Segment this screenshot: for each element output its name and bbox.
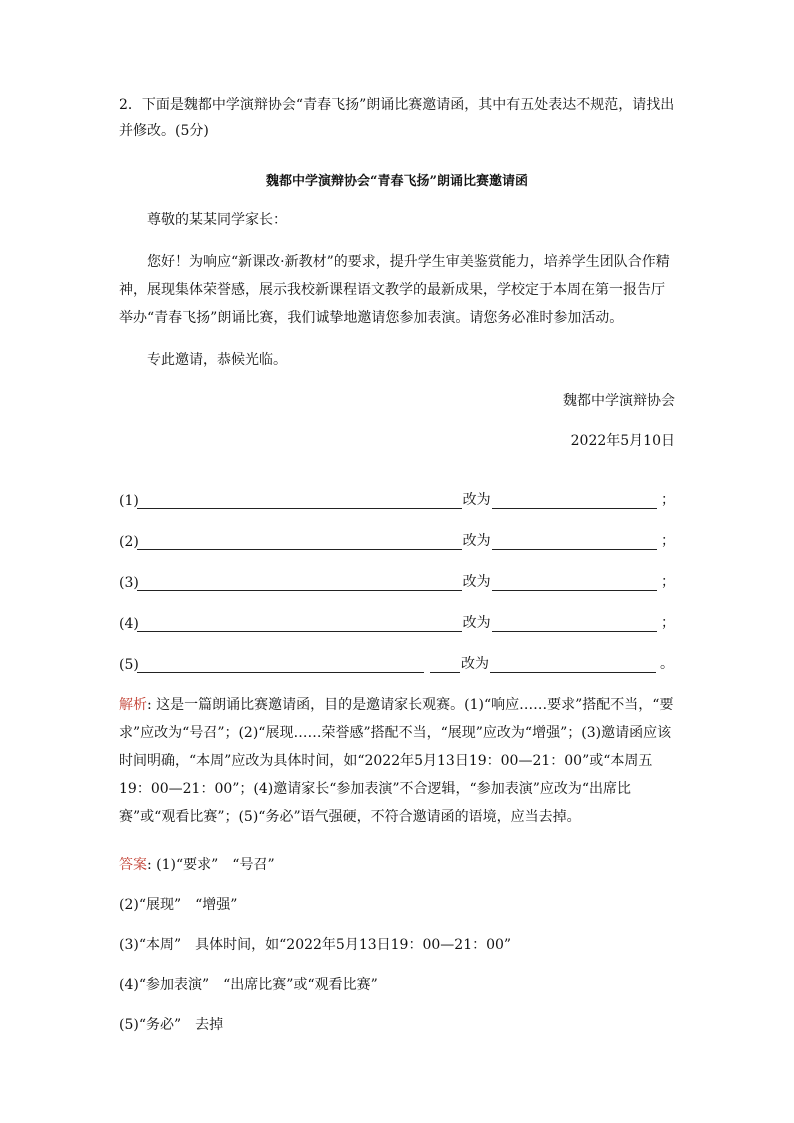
original-blank[interactable] bbox=[137, 490, 462, 509]
analysis-text: : 这是一篇朗诵比赛邀请函，目的是邀请家长观赛。(1)“响应……要求”搭配不当，“要求”应改为“号召”；(2)“展现……荣誉感”搭配不当，“展现”应改为“增强”；(3)邀请函应该时间明确，“本周”应改为具体时间，如“2022年5月13日19：00—21：00”或“本周五19：00—21：00”；(4)邀请家长“参加表演”不合逻辑，“参加表演”应改为“出席比赛”或“观看比赛”；(5)“务必”语气强硬，不符合邀请函的语境，应当去掉。 bbox=[119, 697, 674, 825]
answer-item: (5)“务必” 去掉 bbox=[119, 1017, 224, 1033]
answer-item: (4)“参加表演” “出席比赛”或“观看比赛” bbox=[119, 977, 378, 993]
content bbox=[119, 92, 675, 1045]
letter-greeting: 尊敬的某某同学家长： bbox=[147, 212, 287, 228]
blank-number: (1) bbox=[119, 493, 139, 509]
row-punctuation: 。 bbox=[660, 656, 674, 672]
revision-blank[interactable] bbox=[492, 490, 657, 509]
original-blank-extra[interactable] bbox=[430, 654, 460, 673]
analysis-label: 解析 bbox=[119, 697, 147, 713]
change-to-label: 改为 bbox=[462, 574, 491, 590]
blank-number: (2) bbox=[119, 534, 139, 550]
change-to-label: 改为 bbox=[462, 533, 491, 549]
row-punctuation: ； bbox=[661, 615, 675, 631]
analysis-paragraph bbox=[119, 691, 675, 831]
row-punctuation: ； bbox=[661, 533, 675, 549]
blank-row-4 bbox=[119, 591, 675, 632]
blank-number: (4) bbox=[119, 616, 139, 632]
change-to-label: 改为 bbox=[461, 656, 489, 672]
change-to-label: 改为 bbox=[462, 492, 491, 508]
blank-row-5 bbox=[119, 632, 675, 673]
revision-blank[interactable] bbox=[492, 572, 657, 591]
letter-date: 2022年5月10日 bbox=[570, 433, 675, 449]
answer-label: 答案 bbox=[119, 857, 147, 873]
letter-body: 您好！为响应“新课改·新教材”的要求，提升学生审美鉴赏能力，培养学生团队合作精神，展现集体荣誉感，展示我校新课程语文教学的最新成果，学校定于本周在第一报告厅举办“青春飞扬”朗诵比赛，我们诚挚地邀请您参加表演。请您务必准时参加活动。 bbox=[119, 254, 670, 326]
blank-row-1 bbox=[119, 468, 675, 509]
answer-item: (3)“本周” 具体时间，如“2022年5月13日19：00—21：00” bbox=[119, 937, 512, 953]
original-blank[interactable] bbox=[137, 572, 462, 591]
revision-blank[interactable] bbox=[492, 613, 657, 632]
change-to-label: 改为 bbox=[462, 615, 491, 631]
blank-row-2 bbox=[119, 509, 675, 550]
letter-signature: 魏都中学演辩协会 bbox=[563, 393, 675, 409]
original-blank[interactable] bbox=[137, 613, 462, 632]
letter-closing: 专此邀请，恭候光临。 bbox=[147, 352, 287, 368]
revision-blank[interactable] bbox=[492, 531, 657, 550]
answer-section bbox=[119, 845, 675, 1045]
original-blank[interactable] bbox=[137, 531, 462, 550]
answer-item bbox=[119, 845, 675, 885]
blank-row-3 bbox=[119, 550, 675, 591]
row-punctuation: ； bbox=[661, 574, 675, 590]
answer-item-text: : (1)“要求” “号召” bbox=[147, 857, 275, 873]
blank-number: (5) bbox=[119, 657, 139, 673]
answer-item: (2)“展现” “增强” bbox=[119, 897, 238, 913]
original-blank[interactable] bbox=[137, 654, 424, 673]
revision-blank[interactable] bbox=[490, 654, 656, 673]
blank-number: (3) bbox=[119, 575, 139, 591]
question-text: 2．下面是魏都中学演辩协会“青春飞扬”朗诵比赛邀请函，其中有五处表达不规范，请找出并修改。(5分) bbox=[119, 97, 675, 139]
letter-title: 魏都中学演辩协会“青春飞扬”朗诵比赛邀请函 bbox=[266, 174, 528, 189]
row-punctuation: ； bbox=[661, 492, 675, 508]
blank-list bbox=[119, 468, 675, 673]
